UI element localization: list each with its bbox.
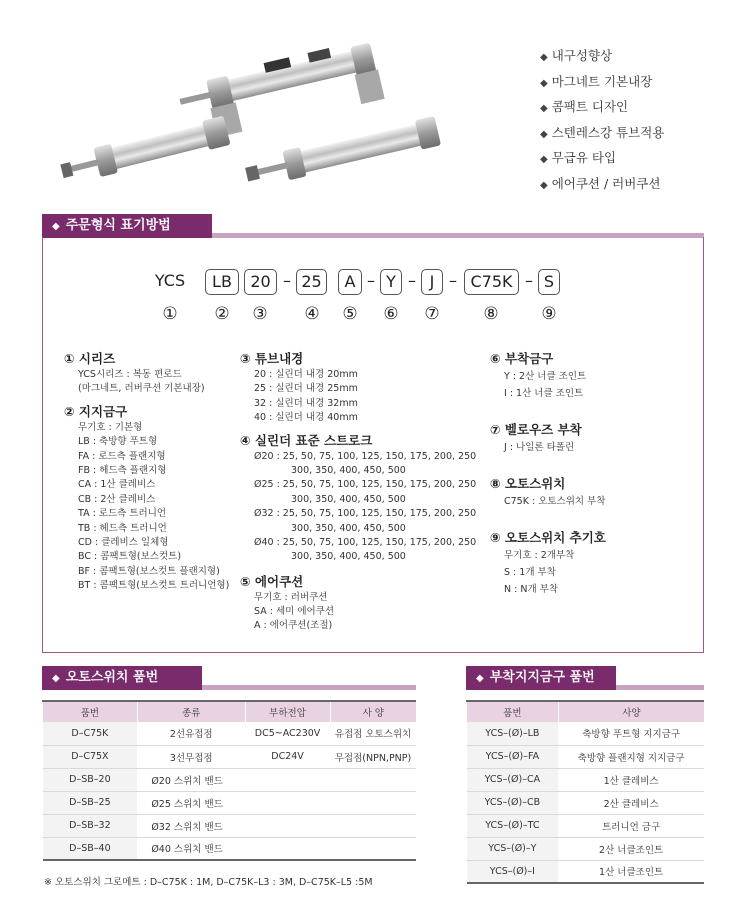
switch-table: [42, 700, 416, 861]
diamond-icon: ◆: [540, 77, 548, 89]
group-title: ② 지지금구: [64, 403, 128, 419]
group-line: YCS시리즈 : 복동 편로드: [78, 369, 182, 380]
group-line: A : 에어쿠션(조절): [254, 620, 333, 632]
code-switch-count: S: [538, 269, 560, 295]
group-line: C75K : 오토스위치 부착: [504, 496, 606, 507]
group-line: FA : 로드측 플랜지형: [78, 450, 166, 462]
group-line: S : 1개 부착: [504, 567, 556, 578]
diamond-icon: ◆: [52, 221, 60, 232]
group-line: TB : 헤드측 트러니언: [78, 522, 167, 534]
group-line: 무기호 : 러버쿠션: [254, 591, 328, 603]
table-cell: 축방향 푸트형 지지금구: [558, 722, 704, 745]
code-dash: –: [283, 271, 291, 290]
table-cell: Ø32 스위치 밴드: [137, 814, 416, 837]
group-line: BT : 콤팩트형(보스컷트 트러니언형): [78, 580, 230, 592]
group-line: 32 : 실린더 내경 32mm: [254, 397, 358, 409]
group-title: ⑧ 오토스위치: [490, 476, 566, 491]
table-row: [43, 722, 417, 745]
diamond-icon: ◆: [540, 128, 548, 140]
feature-item: ◆ 무급유 타입: [540, 150, 617, 165]
code-number: ⑤: [342, 304, 358, 324]
table-cell: YCS–(Ø)–CA: [467, 768, 559, 791]
group-line: N : N개 부착: [504, 584, 559, 595]
table-cell: D–SB–32: [43, 814, 138, 837]
table-row: [43, 814, 417, 837]
feature-item: ◆ 콤팩트 디자인: [540, 99, 629, 114]
table-row: [467, 745, 705, 768]
table-cell: 트러니언 금구: [558, 814, 704, 837]
group-line: 300, 350, 400, 450, 500: [291, 522, 406, 534]
group-line: Ø25 : 25, 50, 75, 100, 125, 150, 175, 200, 250: [254, 479, 477, 491]
code-prefix: YCS: [154, 271, 186, 290]
code-dash: –: [367, 271, 375, 290]
switch-section-header: [42, 666, 416, 690]
table-row: [43, 837, 417, 860]
table-cell: 무접점(NPN,PNP): [330, 745, 416, 768]
group-line: SA : 세미 에어쿠션: [254, 606, 335, 618]
table-cell: YCS–(Ø)–LB: [467, 722, 559, 745]
table-row: [467, 837, 705, 860]
group-line: 300, 350, 400, 450, 500: [291, 493, 406, 505]
spec-column-3: [490, 350, 606, 598]
group-line: Ø32 : 25, 50, 75, 100, 125, 150, 175, 200, 250: [254, 508, 477, 520]
table-cell: YCS–(Ø)–CB: [467, 791, 559, 814]
feature-item: ◆ 마그네트 기본내장: [540, 73, 653, 89]
group-line: LB : 축방향 푸트형: [78, 436, 158, 448]
code-number: ⑥: [383, 304, 399, 324]
table-cell: 2선유접점: [137, 722, 245, 745]
bracket-section-tab: ◆ 부착지지금구 품번: [466, 666, 616, 690]
code-number: ⑨: [541, 304, 557, 324]
code-dash: –: [408, 271, 416, 290]
order-section-header: [42, 214, 704, 238]
table-cell: YCS–(Ø)–FA: [467, 745, 559, 768]
table-header: 품번: [467, 701, 559, 722]
code-dash: –: [449, 271, 457, 290]
group-line: 25 : 실린더 내경 25mm: [254, 383, 358, 395]
feature-item: ◆ 내구성향상: [540, 48, 613, 63]
code-fitting: Y: [380, 269, 402, 295]
table-cell: Ø25 스위치 밴드: [137, 791, 416, 814]
header-rule: [202, 685, 416, 690]
group-title: ① 시리즈: [64, 351, 116, 366]
diamond-icon: ◆: [540, 103, 548, 114]
group-line: 무기호 : 2개부착: [504, 550, 575, 561]
product-photo: [58, 30, 458, 190]
table-cell: 2산 너클조인트: [558, 837, 704, 860]
group-line: CD : 클레비스 일체형: [78, 536, 169, 548]
table-row: [43, 768, 417, 791]
group-line: (마그네트, 러버쿠션 기본내장): [78, 383, 205, 395]
bracket-section-header: [466, 666, 704, 690]
table-cell: DC5~AC230V: [245, 722, 330, 745]
code-autoswitch: C75K: [464, 269, 519, 295]
code-number: ⑦: [424, 304, 440, 324]
diamond-icon: ◆: [540, 154, 548, 165]
group-line: 300, 350, 400, 450, 500: [291, 551, 406, 563]
code-number: ①: [162, 304, 178, 324]
group-title: ⑤ 에어쿠션: [240, 573, 304, 589]
table-cell: 3선무접점: [137, 745, 245, 768]
table-cell: 1산 클레비스: [558, 768, 704, 791]
code-number: ②: [214, 304, 230, 324]
order-section-tab: ◆ 주문형식 표기방법: [42, 214, 212, 238]
table-cell: D–SB–25: [43, 791, 138, 814]
feature-item: ◆ 스텐레스강 튜브적용: [540, 124, 665, 140]
table-row: [467, 814, 705, 837]
code-number: ⑧: [483, 304, 499, 324]
spec-column-1: [64, 350, 229, 593]
table-header: 사양: [558, 701, 704, 722]
table-cell: 2산 클레비스: [558, 791, 704, 814]
table-cell: 1산 너클조인트: [558, 860, 704, 883]
group-line: 20 : 실린더 내경 20mm: [254, 369, 358, 380]
code-stroke: 25: [296, 269, 327, 295]
group-line: 40 : 실린더 내경 40mm: [254, 412, 358, 424]
cylinder-basic: [58, 116, 230, 186]
table-cell: YCS–(Ø)–I: [467, 860, 559, 883]
table-cell: 축방향 플랜지형 지지금구: [558, 745, 704, 768]
group-line: CA : 1산 클레비스: [78, 479, 156, 491]
code-mount: LB: [205, 269, 239, 295]
group-title: ③ 튜브내경: [240, 351, 304, 366]
table-cell: DC24V: [245, 745, 330, 768]
table-row: [467, 768, 705, 791]
table-cell: Ø20 스위치 밴드: [137, 768, 416, 791]
group-line: Y : 2산 너클 조인트: [504, 371, 587, 382]
table-cell: D–SB–20: [43, 768, 138, 791]
table-cell: D–C75K: [43, 722, 138, 745]
table-cell: Ø40 스위치 밴드: [137, 837, 416, 860]
diamond-icon: ◆: [540, 179, 548, 191]
code-dash: –: [525, 271, 533, 290]
group-title: ⑨ 오토스위치 추기호: [490, 530, 606, 545]
feature-item: ◆ 에어쿠션 / 러버쿠션: [540, 175, 661, 191]
code-bore: 20: [244, 269, 277, 295]
group-line: TA : 로드측 트러니언: [78, 508, 167, 520]
diamond-icon: ◆: [52, 673, 60, 684]
group-line: FB : 헤드측 플랜지형: [78, 464, 167, 476]
table-header: 품번: [43, 701, 138, 722]
group-line: Ø20 : 25, 50, 75, 100, 125, 150, 175, 200, 250: [254, 450, 477, 462]
group-title: ⑥ 부착금구: [490, 351, 554, 366]
group-line: CB : 2산 클레비스: [78, 493, 156, 505]
group-line: 300, 350, 400, 450, 500: [291, 464, 406, 476]
table-header: 사 양: [330, 701, 416, 722]
feature-list: [540, 46, 664, 199]
group-title: ⑦ 벨로우즈 부착: [490, 422, 582, 437]
grommet-note: ※ 오토스위치 그로메트 : D–C75K : 1M, D–C75K–L3 : 3M, D–C75K–L5 :5M: [44, 877, 373, 888]
bracket-table: [466, 700, 704, 884]
table-row: [467, 860, 705, 883]
table-header: 종류: [137, 701, 245, 722]
cylinder-compact: [243, 116, 441, 189]
table-header-row: [43, 701, 417, 722]
code-bellows: J: [421, 269, 443, 295]
table-header: 부하전압: [245, 701, 330, 722]
group-line: 무기호 : 기본형: [78, 421, 143, 433]
table-row: [467, 791, 705, 814]
group-line: BF : 콤팩트형(보스컷트 플랜지형): [78, 565, 220, 577]
diamond-icon: ◆: [476, 673, 484, 684]
diamond-icon: ◆: [540, 52, 548, 63]
table-cell: 유접점 오토스위치: [330, 722, 416, 745]
table-row: [467, 722, 705, 745]
table-row: [43, 745, 417, 768]
spec-column-2: [240, 350, 476, 634]
header-rule: [616, 685, 704, 690]
code-number: ④: [304, 304, 320, 324]
table-row: [43, 791, 417, 814]
table-cell: YCS–(Ø)–TC: [467, 814, 559, 837]
group-line: J : 나일론 타폴린: [504, 442, 575, 453]
table-header-row: [467, 701, 705, 722]
table-cell: D–SB–40: [43, 837, 138, 860]
code-cushion: A: [338, 269, 362, 295]
switch-section-tab: ◆ 오토스위치 품번: [42, 666, 202, 690]
table-cell: D–C75X: [43, 745, 138, 768]
code-number: ③: [252, 304, 268, 324]
group-line: BC : 콤팩트형(보스컷트): [78, 551, 182, 563]
group-line: Ø40 : 25, 50, 75, 100, 125, 150, 175, 200, 250: [254, 536, 477, 548]
group-line: I : 1산 너클 조인트: [504, 388, 584, 399]
group-title: ④ 실린더 표준 스트로크: [240, 432, 373, 448]
table-cell: YCS–(Ø)–Y: [467, 837, 559, 860]
